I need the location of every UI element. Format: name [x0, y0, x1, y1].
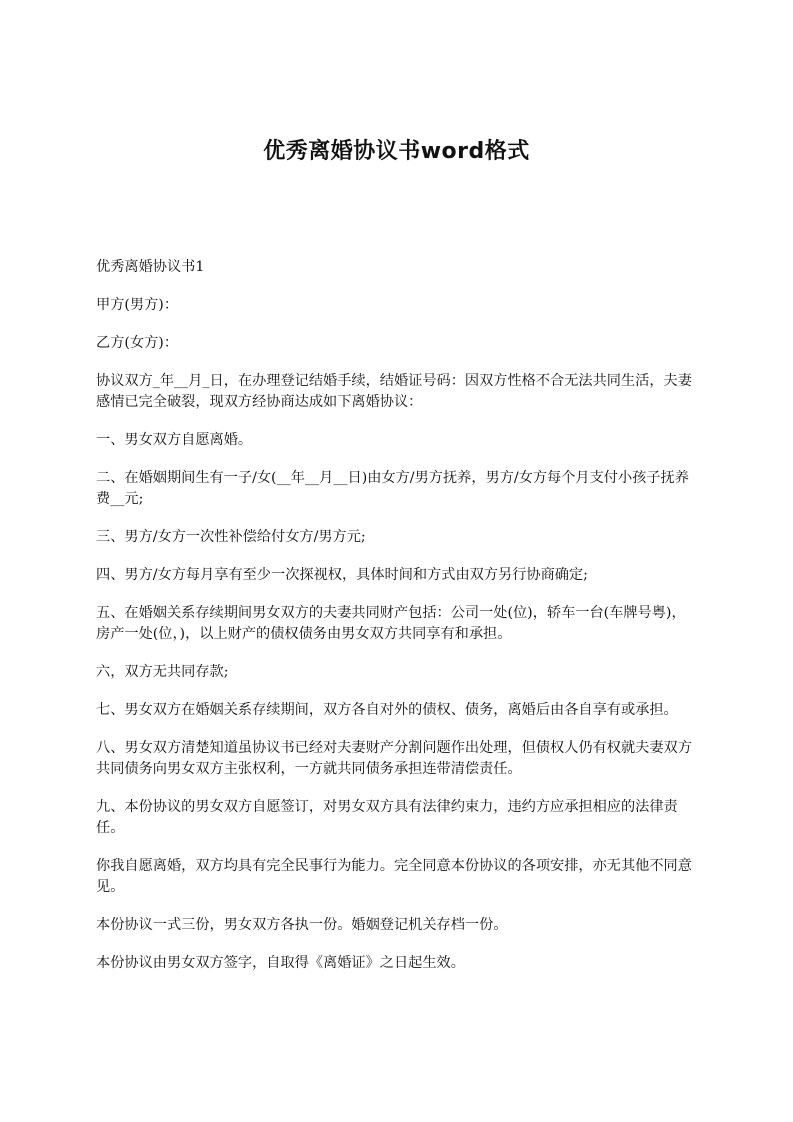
mutual-consent-paragraph: 你我自愿离婚，双方均具有完全民事行为能力。完全同意本份协议的各项安排，亦无其他不同意见。: [96, 858, 692, 895]
clause-4: 四、男方/女方每月享有至少一次探视权，具体时间和方式由双方另行协商确定;: [96, 567, 588, 583]
clause-2: 二、在婚姻期间生有一子/女(__年__月__日)由女方/男方抚养，男方/女方每个月支付小孩子抚养费__元;: [96, 470, 689, 507]
document-body: [96, 257, 696, 991]
clause-6: 六，双方无共同存款;: [96, 664, 229, 680]
clause-5: 五、在婚姻关系存续期间男女双方的夫妻共同财产包括：公司一处(位)，轿车一台(车牌号粤)，房产一处(位，)，以上财产的债权债务由男女双方共同享有和承担。: [96, 605, 686, 642]
agreement-intro: 协议双方_年__月_日，在办理登记结婚手续，结婚证号码：因双方性格不合无法共同生活，夫妻感情已完全破裂，现双方经协商达成如下离婚协议：: [96, 373, 692, 410]
clause-8: 八、男女双方清楚知道虽协议书已经对夫妻财产分割问题作出处理，但债权人仍有权就夫妻双方共同债务向男女双方主张权利，一方就共同债务承担连带清偿责任。: [96, 740, 692, 777]
clause-1: 一、男女双方自愿离婚。: [96, 432, 253, 448]
party-a-line: 甲方(男方)：: [96, 297, 179, 313]
document-title: 优秀离婚协议书word格式: [263, 139, 530, 164]
section-heading: 优秀离婚协议书1: [96, 259, 205, 275]
clause-7: 七、男女双方在婚姻关系存续期间，双方各自对外的债权、债务，离婚后由各自享有或承担。: [96, 702, 678, 718]
clause-3: 三、男方/女方一次性补偿给付女方/男方元;: [96, 529, 366, 545]
copies-paragraph: 本份协议一式三份，男女双方各执一份。婚姻登记机关存档一份。: [96, 917, 508, 933]
clause-9: 九、本份协议的男女双方自愿签订，对男女双方具有法律约束力，违约方应承担相应的法律责任。: [96, 799, 678, 836]
effective-date-paragraph: 本份协议由男女双方签字，自取得《离婚证》之日起生效。: [96, 955, 465, 971]
party-b-line: 乙方(女方)：: [96, 335, 179, 351]
